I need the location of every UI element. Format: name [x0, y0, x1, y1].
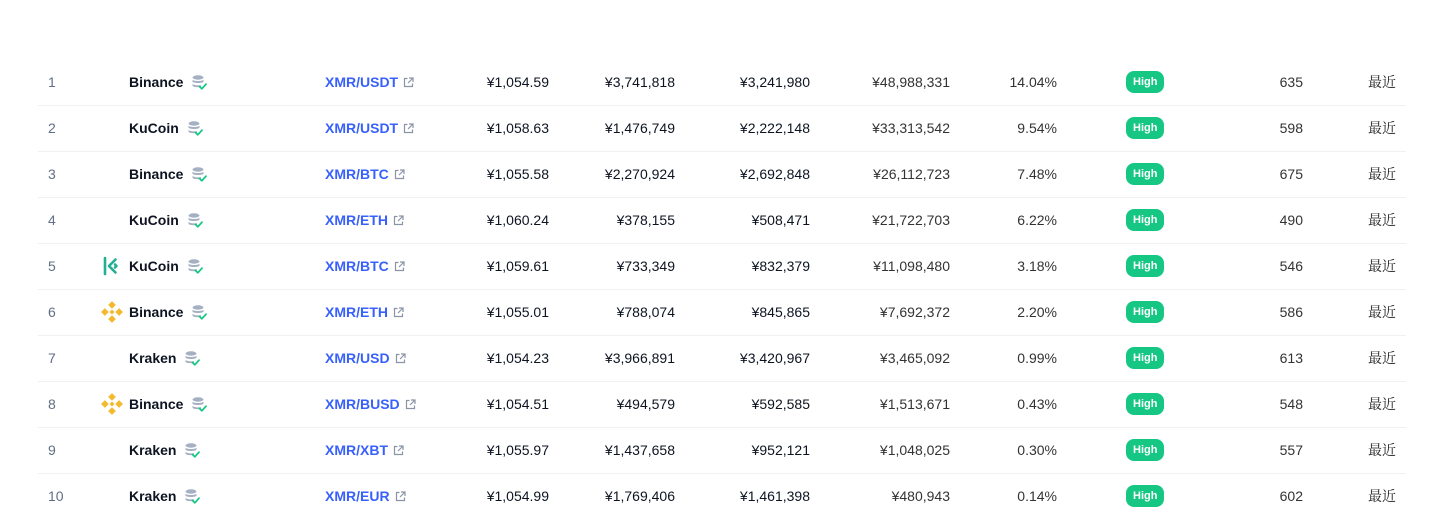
liquidity-score-cell: 586 — [1279, 304, 1303, 320]
exchange-logo — [100, 474, 124, 518]
verified-database-icon — [184, 442, 200, 459]
verified-database-icon — [191, 166, 207, 183]
external-link-icon[interactable] — [393, 215, 404, 226]
pair-link[interactable] — [325, 290, 404, 334]
confidence-cell — [1126, 290, 1164, 334]
exchange-name[interactable]: KuCoin — [129, 258, 179, 274]
liquidity-score-cell: 490 — [1279, 212, 1303, 228]
depth-minus2-cell: ¥3,420,967 — [739, 350, 810, 366]
updated-cell: 最近 — [1368, 212, 1396, 228]
rank-cell: 9 — [48, 442, 56, 458]
confidence-badge: High — [1126, 209, 1164, 231]
exchange-logo — [100, 382, 124, 426]
price-cell: ¥1,058.63 — [486, 120, 549, 136]
markets-table-body — [38, 60, 1406, 519]
exchange-cell[interactable] — [129, 152, 207, 196]
confidence-badge: High — [1126, 439, 1164, 461]
verified-database-icon — [187, 212, 203, 229]
confidence-badge: High — [1126, 485, 1164, 507]
volume-percent-cell: 0.43% — [1017, 396, 1057, 412]
external-link-icon[interactable] — [403, 123, 414, 134]
depth-minus2-cell: ¥3,241,980 — [739, 74, 810, 90]
exchange-logo — [100, 106, 124, 150]
volume-percent-cell: 0.14% — [1017, 488, 1057, 504]
exchange-logo — [100, 290, 124, 334]
exchange-cell[interactable] — [129, 106, 203, 150]
depth-minus2-cell: ¥845,865 — [751, 304, 810, 320]
confidence-cell — [1126, 152, 1164, 196]
depth-plus2-cell: ¥1,437,658 — [604, 442, 675, 458]
verified-database-icon — [191, 74, 207, 91]
volume-percent-cell: 6.22% — [1017, 212, 1057, 228]
rank-cell: 4 — [48, 212, 56, 228]
updated-cell: 最近 — [1368, 74, 1396, 90]
liquidity-score-cell: 602 — [1279, 488, 1303, 504]
liquidity-score-cell: 548 — [1279, 396, 1303, 412]
pair-link[interactable] — [325, 428, 404, 472]
updated-cell: 最近 — [1368, 258, 1396, 274]
depth-plus2-cell: ¥733,349 — [616, 258, 675, 274]
exchange-name[interactable]: Kraken — [129, 442, 177, 458]
price-cell: ¥1,054.59 — [486, 74, 549, 90]
updated-cell: 最近 — [1368, 396, 1396, 412]
verified-database-icon — [187, 120, 203, 137]
exchange-logo — [100, 198, 124, 242]
confidence-cell — [1126, 382, 1164, 426]
volume-cell: ¥21,722,703 — [872, 212, 950, 228]
depth-plus2-cell: ¥3,966,891 — [604, 350, 675, 366]
pair-label[interactable]: XMR/USDT — [325, 74, 399, 90]
external-link-icon[interactable] — [405, 399, 416, 410]
pair-link[interactable] — [325, 382, 416, 426]
confidence-cell — [1126, 244, 1164, 288]
exchange-logo — [100, 60, 124, 104]
liquidity-score-cell: 613 — [1279, 350, 1303, 366]
depth-minus2-cell: ¥508,471 — [751, 212, 810, 228]
kucoin-logo-icon — [101, 255, 123, 277]
depth-minus2-cell: ¥952,121 — [751, 442, 810, 458]
verified-database-icon — [184, 350, 200, 367]
confidence-badge: High — [1126, 163, 1164, 185]
external-link-icon[interactable] — [393, 307, 404, 318]
volume-percent-cell: 2.20% — [1017, 304, 1057, 320]
pair-label[interactable]: XMR/ETH — [325, 304, 388, 320]
table-row[interactable] — [38, 198, 1406, 244]
table-row[interactable] — [38, 428, 1406, 474]
updated-cell: 最近 — [1368, 304, 1396, 320]
pair-label[interactable]: XMR/USDT — [325, 120, 399, 136]
pair-label[interactable]: XMR/ETH — [325, 212, 388, 228]
pair-link[interactable] — [325, 244, 405, 288]
pair-link[interactable] — [325, 60, 414, 104]
binance-logo-icon — [100, 392, 124, 416]
pair-label[interactable]: XMR/USD — [325, 350, 390, 366]
confidence-badge: High — [1126, 393, 1164, 415]
exchange-cell[interactable] — [129, 428, 200, 472]
exchange-cell[interactable] — [129, 382, 207, 426]
external-link-icon[interactable] — [393, 445, 404, 456]
liquidity-score-cell: 598 — [1279, 120, 1303, 136]
confidence-badge: High — [1126, 255, 1164, 277]
volume-cell: ¥11,098,480 — [873, 258, 950, 274]
exchange-cell[interactable] — [129, 198, 203, 242]
confidence-cell — [1126, 474, 1164, 518]
exchange-cell[interactable] — [129, 290, 207, 334]
updated-cell: 最近 — [1368, 166, 1396, 182]
depth-plus2-cell: ¥2,270,924 — [604, 166, 675, 182]
pair-label[interactable]: XMR/BTC — [325, 166, 389, 182]
exchange-logo — [100, 428, 124, 472]
volume-cell: ¥1,513,671 — [879, 396, 950, 412]
volume-cell: ¥26,112,723 — [873, 166, 950, 182]
depth-plus2-cell: ¥1,476,749 — [604, 120, 675, 136]
pair-link[interactable] — [325, 336, 406, 380]
table-row[interactable] — [38, 60, 1406, 106]
volume-cell: ¥33,313,542 — [872, 120, 950, 136]
liquidity-score-cell: 557 — [1279, 442, 1303, 458]
confidence-cell — [1126, 60, 1164, 104]
verified-database-icon — [187, 258, 203, 275]
exchange-name[interactable]: Kraken — [129, 488, 177, 504]
exchange-name[interactable]: Binance — [129, 166, 184, 182]
confidence-badge: High — [1126, 117, 1164, 139]
confidence-cell — [1126, 106, 1164, 150]
volume-percent-cell: 7.48% — [1017, 166, 1057, 182]
verified-database-icon — [184, 488, 200, 505]
pair-link[interactable] — [325, 474, 406, 518]
price-cell: ¥1,054.99 — [486, 488, 549, 504]
exchange-cell[interactable] — [129, 336, 200, 380]
price-cell: ¥1,054.51 — [486, 396, 549, 412]
exchange-name[interactable]: Kraken — [129, 350, 177, 366]
price-cell: ¥1,055.97 — [486, 442, 549, 458]
exchange-logo — [100, 244, 124, 288]
confidence-cell — [1126, 336, 1164, 380]
verified-database-icon — [191, 396, 207, 413]
markets-table — [38, 60, 1406, 519]
binance-logo-icon — [100, 300, 124, 324]
table-row[interactable] — [38, 382, 1406, 428]
volume-cell: ¥7,692,372 — [879, 304, 950, 320]
volume-cell: ¥48,988,331 — [872, 74, 950, 90]
confidence-badge: High — [1126, 71, 1164, 93]
exchange-name[interactable]: KuCoin — [129, 120, 179, 136]
pair-label[interactable]: XMR/BUSD — [325, 396, 400, 412]
depth-minus2-cell: ¥592,585 — [751, 396, 810, 412]
exchange-name[interactable]: Binance — [129, 396, 184, 412]
confidence-badge: High — [1126, 347, 1164, 369]
exchange-name[interactable]: KuCoin — [129, 212, 179, 228]
pair-link[interactable] — [325, 198, 404, 242]
volume-percent-cell: 9.54% — [1017, 120, 1057, 136]
pair-link[interactable] — [325, 106, 414, 150]
table-row[interactable] — [38, 106, 1406, 152]
depth-plus2-cell: ¥788,074 — [616, 304, 675, 320]
exchange-logo — [100, 152, 124, 196]
confidence-cell — [1126, 198, 1164, 242]
updated-cell: 最近 — [1368, 488, 1396, 504]
table-row[interactable] — [38, 152, 1406, 198]
price-cell: ¥1,055.58 — [486, 166, 549, 182]
verified-database-icon — [191, 304, 207, 321]
volume-percent-cell: 3.18% — [1017, 258, 1057, 274]
volume-percent-cell: 0.99% — [1017, 350, 1057, 366]
liquidity-score-cell: 546 — [1279, 258, 1303, 274]
pair-link[interactable] — [325, 152, 405, 196]
liquidity-score-cell: 635 — [1279, 74, 1303, 90]
pair-label[interactable]: XMR/EUR — [325, 488, 390, 504]
confidence-cell — [1126, 428, 1164, 472]
exchange-name[interactable]: Binance — [129, 74, 184, 90]
rank-cell: 6 — [48, 304, 56, 320]
volume-cell: ¥3,465,092 — [879, 350, 950, 366]
depth-plus2-cell: ¥1,769,406 — [604, 488, 675, 504]
rank-cell: 10 — [48, 488, 64, 504]
table-row[interactable] — [38, 244, 1406, 290]
rank-cell: 8 — [48, 396, 56, 412]
depth-minus2-cell: ¥832,379 — [751, 258, 810, 274]
price-cell: ¥1,055.01 — [486, 304, 549, 320]
depth-minus2-cell: ¥1,461,398 — [739, 488, 810, 504]
confidence-badge: High — [1126, 301, 1164, 323]
depth-plus2-cell: ¥494,579 — [616, 396, 675, 412]
external-link-icon[interactable] — [403, 77, 414, 88]
pair-label[interactable]: XMR/XBT — [325, 442, 388, 458]
exchange-logo — [100, 336, 124, 380]
updated-cell: 最近 — [1368, 350, 1396, 366]
volume-cell: ¥1,048,025 — [879, 442, 950, 458]
table-row[interactable] — [38, 290, 1406, 336]
rank-cell: 5 — [48, 258, 56, 274]
depth-plus2-cell: ¥3,741,818 — [604, 74, 675, 90]
rank-cell: 1 — [48, 74, 56, 90]
exchange-cell[interactable] — [129, 60, 207, 104]
table-row[interactable] — [38, 474, 1406, 519]
volume-percent-cell: 0.30% — [1017, 442, 1057, 458]
rank-cell: 2 — [48, 120, 56, 136]
updated-cell: 最近 — [1368, 442, 1396, 458]
exchange-cell[interactable] — [129, 474, 200, 518]
volume-cell: ¥480,943 — [891, 488, 950, 504]
depth-plus2-cell: ¥378,155 — [616, 212, 675, 228]
updated-cell: 最近 — [1368, 120, 1396, 136]
external-link-icon[interactable] — [394, 261, 405, 272]
volume-percent-cell: 14.04% — [1009, 74, 1057, 90]
liquidity-score-cell: 675 — [1279, 166, 1303, 182]
exchange-cell[interactable] — [129, 244, 203, 288]
exchange-name[interactable]: Binance — [129, 304, 184, 320]
rank-cell: 7 — [48, 350, 56, 366]
depth-minus2-cell: ¥2,692,848 — [739, 166, 810, 182]
rank-cell: 3 — [48, 166, 56, 182]
price-cell: ¥1,059.61 — [486, 258, 549, 274]
depth-minus2-cell: ¥2,222,148 — [739, 120, 810, 136]
pair-label[interactable]: XMR/BTC — [325, 258, 389, 274]
price-cell: ¥1,060.24 — [486, 212, 549, 228]
price-cell: ¥1,054.23 — [486, 350, 549, 366]
external-link-icon[interactable] — [394, 169, 405, 180]
table-row[interactable] — [38, 336, 1406, 382]
external-link-icon[interactable] — [395, 353, 406, 364]
